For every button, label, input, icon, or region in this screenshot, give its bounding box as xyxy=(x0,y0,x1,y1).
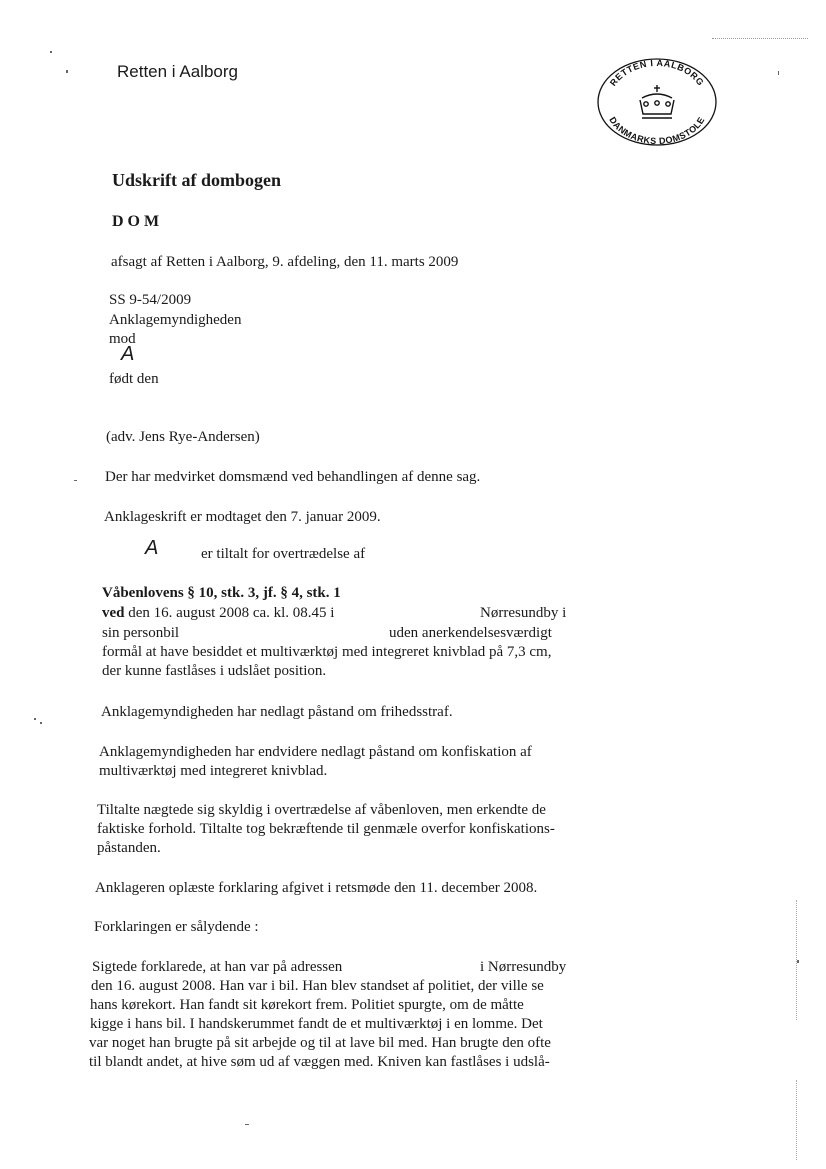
document-heading: Udskrift af dombogen xyxy=(112,170,282,190)
versus: mod xyxy=(109,331,136,347)
paragraph-anklageskrift: Anklageskrift er modtaget den 7. januar 2009. xyxy=(104,509,381,525)
scan-speck xyxy=(40,722,42,724)
scan-speck xyxy=(34,718,36,720)
charge-text: er tiltalt for overtrædelse af xyxy=(201,546,366,562)
charge-line-1 xyxy=(102,604,334,623)
seal-top-text: RETTEN I AALBORG xyxy=(607,57,707,88)
sigtede-line-2: den 16. august 2008. Han var i bil. Han blev standset af politiet, der ville se xyxy=(91,978,544,994)
svg-text:RETTEN I AALBORG xyxy=(608,58,706,88)
dom-label: D O M xyxy=(112,213,160,230)
sigtede-line-6: til blandt andet, at hive søm ud af væggen med. Kniven kan fastlåses i udslå- xyxy=(89,1054,550,1070)
charge-line-1-bold: ved xyxy=(102,605,125,621)
paragraph-konfiskation-2: multiværktøj med integreret knivblad. xyxy=(99,763,328,779)
plaintiff: Anklagemyndigheden xyxy=(109,312,242,328)
paragraph-oplaeste: Anklageren oplæste forklaring afgivet i retsmøde den 11. december 2008. xyxy=(95,880,538,896)
law-heading: Våbenlovens § 10, stk. 3, jf. § 4, stk. 1 xyxy=(102,585,341,601)
court-name: Retten i Aalborg xyxy=(117,62,238,81)
court-seal xyxy=(596,56,718,148)
scan-speck xyxy=(74,480,77,481)
scan-dotted-line xyxy=(712,38,808,39)
counsel: (adv. Jens Rye-Andersen) xyxy=(106,429,260,445)
paragraph-tiltalte-3: påstanden. xyxy=(97,840,161,856)
sigtede-line-5: var noget han brugte på sit arbejde og til at lave bil med. Han brugte den ofte xyxy=(89,1035,551,1051)
scan-speck xyxy=(797,960,799,963)
scan-edge-dots xyxy=(796,1080,797,1160)
defendant-mark: A xyxy=(121,343,135,365)
scan-speck xyxy=(245,1124,249,1125)
scan-edge-dots xyxy=(796,900,797,1020)
scan-speck xyxy=(50,51,52,53)
charge-line-2: sin personbil xyxy=(102,625,180,641)
scan-speck xyxy=(778,71,779,75)
charge-line-1-place: Nørresundby i xyxy=(480,605,567,621)
paragraph-tiltalte-2: faktiske forhold. Tiltalte tog bekræftende til genmæle overfor konfiskations- xyxy=(97,821,555,837)
crown-icon xyxy=(640,85,674,118)
charge-line-3: formål at have besiddet et multiværktøj med integreret knivblad på 7,3 cm, xyxy=(102,644,552,660)
seal-bottom-text: DANMARKS DOMSTOLE xyxy=(607,115,707,147)
case-number: SS 9-54/2009 xyxy=(109,292,192,308)
paragraph-frihedsstraf: Anklagemyndigheden har nedlagt påstand om frihedsstraf. xyxy=(101,704,453,720)
paragraph-forklaringen: Forklaringen er sålydende : xyxy=(94,919,259,935)
charge-line-2-end: uden anerkendelsesværdigt xyxy=(389,625,552,641)
charge-defendant-mark: A xyxy=(145,537,159,559)
scan-speck xyxy=(66,70,68,73)
afsagt-line: afsagt af Retten i Aalborg, 9. afdeling, den 11. marts 2009 xyxy=(111,254,459,270)
paragraph-konfiskation-1: Anklagemyndigheden har endvidere nedlagt påstand om konfiskation af xyxy=(99,744,532,760)
sigtede-line-4: kigge i hans bil. I handskerummet fandt de et multiværktøj i en lomme. Det xyxy=(90,1016,543,1032)
paragraph-tiltalte-1: Tiltalte nægtede sig skyldig i overtrædelse af våbenloven, men erkendte de xyxy=(97,802,546,818)
paragraph-domsmaend: Der har medvirket domsmænd ved behandlingen af denne sag. xyxy=(105,469,481,485)
charge-line-4: der kunne fastlåses i udslået position. xyxy=(102,663,327,679)
sigtede-line-1-end: i Nørresundby xyxy=(480,959,567,975)
sigtede-line-3: hans kørekort. Han fandt sit kørekort frem. Politiet spurgte, om de måtte xyxy=(90,997,524,1013)
svg-text:DANMARKS DOMSTOLE xyxy=(607,115,706,146)
charge-line-1-text: den 16. august 2008 ca. kl. 08.45 i xyxy=(128,605,335,621)
sigtede-line-1: Sigtede forklarede, at han var på adressen xyxy=(92,959,343,975)
born-line: født den xyxy=(109,371,159,387)
